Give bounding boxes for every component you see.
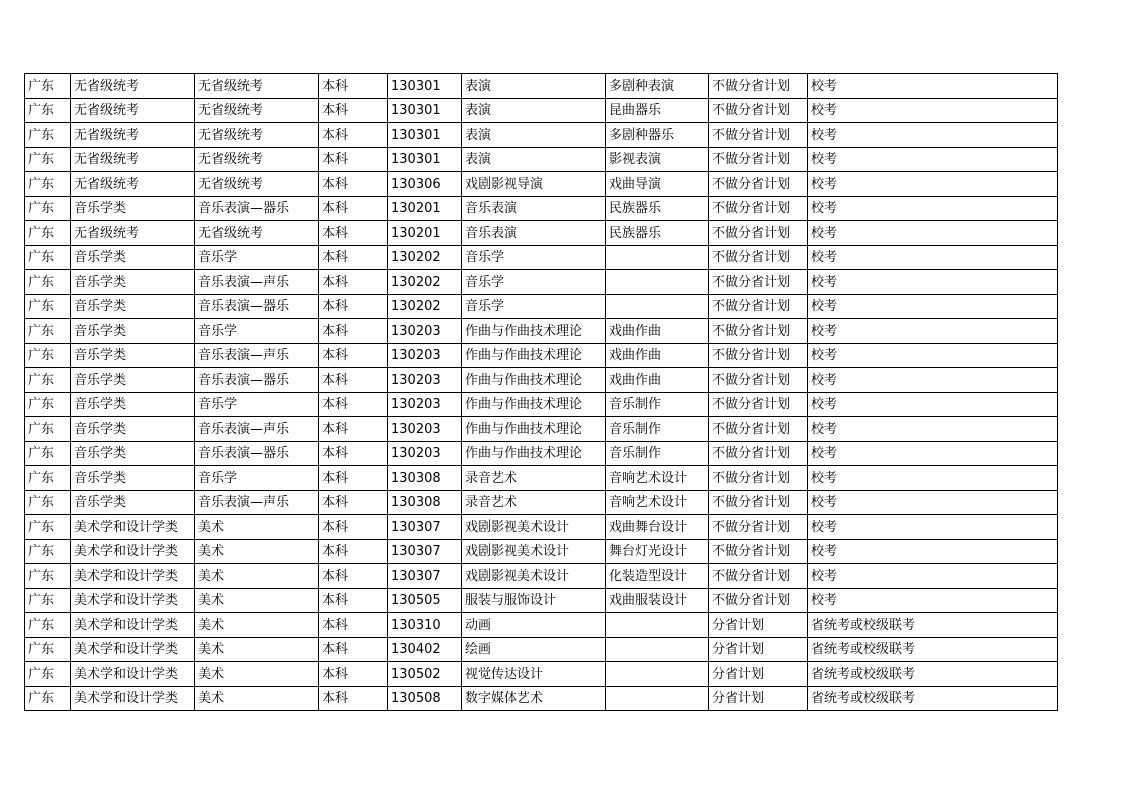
level-cell: 本科	[319, 441, 388, 466]
category-cell: 美术学和设计学类	[71, 515, 195, 540]
category-cell: 美术学和设计学类	[71, 539, 195, 564]
direction-cell: 戏曲导演	[606, 172, 709, 197]
admissions-table	[24, 73, 1058, 711]
major-code-cell: 130203	[388, 392, 462, 417]
level-cell: 本科	[319, 270, 388, 295]
table-row	[25, 637, 1058, 662]
major-code-cell: 130307	[388, 564, 462, 589]
province-cell: 广东	[25, 147, 71, 172]
plan-type-cell: 不做分省计划	[709, 539, 808, 564]
level-cell: 本科	[319, 74, 388, 99]
exam-subject-cell: 音乐表演—声乐	[195, 270, 319, 295]
table-row	[25, 343, 1058, 368]
plan-type-cell: 不做分省计划	[709, 245, 808, 270]
major-code-cell: 130502	[388, 662, 462, 687]
exam-subject-cell: 音乐学	[195, 245, 319, 270]
plan-type-cell: 不做分省计划	[709, 441, 808, 466]
plan-type-cell: 不做分省计划	[709, 294, 808, 319]
category-cell: 音乐学类	[71, 490, 195, 515]
category-cell: 美术学和设计学类	[71, 564, 195, 589]
table-row	[25, 98, 1058, 123]
exam-type-cell: 校考	[808, 319, 1058, 344]
level-cell: 本科	[319, 613, 388, 638]
major-code-cell: 130301	[388, 147, 462, 172]
exam-subject-cell: 无省级统考	[195, 221, 319, 246]
exam-type-cell: 校考	[808, 196, 1058, 221]
exam-type-cell: 校考	[808, 539, 1058, 564]
level-cell: 本科	[319, 343, 388, 368]
plan-type-cell: 不做分省计划	[709, 490, 808, 515]
direction-cell: 音响艺术设计	[606, 466, 709, 491]
category-cell: 音乐学类	[71, 466, 195, 491]
direction-cell: 戏曲服装设计	[606, 588, 709, 613]
exam-type-cell: 校考	[808, 515, 1058, 540]
direction-cell: 戏曲作曲	[606, 319, 709, 344]
major-name-cell: 作曲与作曲技术理论	[462, 343, 606, 368]
category-cell: 音乐学类	[71, 368, 195, 393]
plan-type-cell: 不做分省计划	[709, 319, 808, 344]
exam-type-cell: 校考	[808, 490, 1058, 515]
direction-cell: 戏曲作曲	[606, 368, 709, 393]
table-row	[25, 123, 1058, 148]
category-cell: 音乐学类	[71, 245, 195, 270]
major-code-cell: 130308	[388, 466, 462, 491]
category-cell: 美术学和设计学类	[71, 588, 195, 613]
province-cell: 广东	[25, 74, 71, 99]
province-cell: 广东	[25, 123, 71, 148]
level-cell: 本科	[319, 123, 388, 148]
direction-cell	[606, 637, 709, 662]
major-code-cell: 130505	[388, 588, 462, 613]
exam-type-cell: 校考	[808, 392, 1058, 417]
major-code-cell: 130203	[388, 417, 462, 442]
province-cell: 广东	[25, 441, 71, 466]
exam-subject-cell: 无省级统考	[195, 172, 319, 197]
level-cell: 本科	[319, 245, 388, 270]
major-name-cell: 作曲与作曲技术理论	[462, 368, 606, 393]
direction-cell	[606, 662, 709, 687]
plan-type-cell: 不做分省计划	[709, 270, 808, 295]
table-row	[25, 196, 1058, 221]
plan-type-cell: 不做分省计划	[709, 172, 808, 197]
province-cell: 广东	[25, 539, 71, 564]
major-name-cell: 绘画	[462, 637, 606, 662]
province-cell: 广东	[25, 172, 71, 197]
exam-type-cell: 校考	[808, 123, 1058, 148]
direction-cell	[606, 270, 709, 295]
plan-type-cell: 分省计划	[709, 637, 808, 662]
province-cell: 广东	[25, 613, 71, 638]
level-cell: 本科	[319, 368, 388, 393]
category-cell: 美术学和设计学类	[71, 637, 195, 662]
category-cell: 无省级统考	[71, 123, 195, 148]
table-row	[25, 392, 1058, 417]
plan-type-cell: 分省计划	[709, 613, 808, 638]
category-cell: 美术学和设计学类	[71, 662, 195, 687]
major-code-cell: 130306	[388, 172, 462, 197]
major-name-cell: 表演	[462, 147, 606, 172]
major-name-cell: 表演	[462, 74, 606, 99]
major-name-cell: 戏剧影视导演	[462, 172, 606, 197]
category-cell: 音乐学类	[71, 392, 195, 417]
table-row	[25, 539, 1058, 564]
province-cell: 广东	[25, 662, 71, 687]
major-name-cell: 录音艺术	[462, 490, 606, 515]
exam-subject-cell: 音乐学	[195, 466, 319, 491]
table-row	[25, 147, 1058, 172]
category-cell: 音乐学类	[71, 319, 195, 344]
plan-type-cell: 不做分省计划	[709, 417, 808, 442]
exam-subject-cell: 音乐学	[195, 392, 319, 417]
level-cell: 本科	[319, 515, 388, 540]
table-row	[25, 466, 1058, 491]
level-cell: 本科	[319, 588, 388, 613]
category-cell: 无省级统考	[71, 74, 195, 99]
plan-type-cell: 不做分省计划	[709, 123, 808, 148]
direction-cell: 影视表演	[606, 147, 709, 172]
direction-cell	[606, 686, 709, 711]
table-row	[25, 172, 1058, 197]
category-cell: 无省级统考	[71, 221, 195, 246]
plan-type-cell: 不做分省计划	[709, 74, 808, 99]
plan-type-cell: 不做分省计划	[709, 221, 808, 246]
exam-type-cell: 校考	[808, 172, 1058, 197]
level-cell: 本科	[319, 98, 388, 123]
exam-type-cell: 省统考或校级联考	[808, 613, 1058, 638]
exam-subject-cell: 美术	[195, 588, 319, 613]
exam-type-cell: 校考	[808, 98, 1058, 123]
plan-type-cell: 不做分省计划	[709, 196, 808, 221]
major-code-cell: 130202	[388, 245, 462, 270]
direction-cell	[606, 613, 709, 638]
major-name-cell: 作曲与作曲技术理论	[462, 319, 606, 344]
exam-type-cell: 校考	[808, 221, 1058, 246]
major-code-cell: 130202	[388, 270, 462, 295]
exam-type-cell: 校考	[808, 147, 1058, 172]
table-row	[25, 270, 1058, 295]
major-name-cell: 音乐学	[462, 270, 606, 295]
exam-type-cell: 省统考或校级联考	[808, 686, 1058, 711]
major-code-cell: 130201	[388, 196, 462, 221]
direction-cell: 音乐制作	[606, 417, 709, 442]
province-cell: 广东	[25, 196, 71, 221]
province-cell: 广东	[25, 245, 71, 270]
plan-type-cell: 不做分省计划	[709, 466, 808, 491]
direction-cell: 戏曲作曲	[606, 343, 709, 368]
exam-subject-cell: 无省级统考	[195, 74, 319, 99]
level-cell: 本科	[319, 417, 388, 442]
exam-type-cell: 校考	[808, 245, 1058, 270]
table-row	[25, 588, 1058, 613]
major-name-cell: 音乐学	[462, 245, 606, 270]
table-row	[25, 417, 1058, 442]
exam-subject-cell: 美术	[195, 637, 319, 662]
category-cell: 美术学和设计学类	[71, 686, 195, 711]
direction-cell: 民族器乐	[606, 196, 709, 221]
level-cell: 本科	[319, 147, 388, 172]
direction-cell: 多剧种表演	[606, 74, 709, 99]
exam-subject-cell: 美术	[195, 564, 319, 589]
major-code-cell: 130310	[388, 613, 462, 638]
plan-type-cell: 不做分省计划	[709, 368, 808, 393]
exam-subject-cell: 无省级统考	[195, 98, 319, 123]
major-code-cell: 130308	[388, 490, 462, 515]
exam-subject-cell: 美术	[195, 539, 319, 564]
plan-type-cell: 不做分省计划	[709, 147, 808, 172]
major-name-cell: 戏剧影视美术设计	[462, 515, 606, 540]
exam-subject-cell: 音乐表演—声乐	[195, 417, 319, 442]
direction-cell: 音响艺术设计	[606, 490, 709, 515]
table-row	[25, 564, 1058, 589]
exam-subject-cell: 无省级统考	[195, 123, 319, 148]
exam-subject-cell: 音乐学	[195, 319, 319, 344]
major-code-cell: 130202	[388, 294, 462, 319]
exam-type-cell: 校考	[808, 270, 1058, 295]
category-cell: 美术学和设计学类	[71, 613, 195, 638]
table-row	[25, 294, 1058, 319]
province-cell: 广东	[25, 417, 71, 442]
exam-type-cell: 校考	[808, 564, 1058, 589]
table-row	[25, 515, 1058, 540]
level-cell: 本科	[319, 466, 388, 491]
exam-type-cell: 省统考或校级联考	[808, 637, 1058, 662]
exam-subject-cell: 无省级统考	[195, 147, 319, 172]
direction-cell: 舞台灯光设计	[606, 539, 709, 564]
level-cell: 本科	[319, 539, 388, 564]
major-code-cell: 130402	[388, 637, 462, 662]
province-cell: 广东	[25, 686, 71, 711]
exam-subject-cell: 音乐表演—器乐	[195, 441, 319, 466]
table-row	[25, 662, 1058, 687]
major-code-cell: 130307	[388, 539, 462, 564]
province-cell: 广东	[25, 392, 71, 417]
level-cell: 本科	[319, 172, 388, 197]
exam-type-cell: 校考	[808, 588, 1058, 613]
major-code-cell: 130307	[388, 515, 462, 540]
table-row	[25, 221, 1058, 246]
table-row	[25, 368, 1058, 393]
major-name-cell: 戏剧影视美术设计	[462, 539, 606, 564]
level-cell: 本科	[319, 564, 388, 589]
exam-subject-cell: 音乐表演—声乐	[195, 343, 319, 368]
table-row	[25, 686, 1058, 711]
exam-subject-cell: 音乐表演—声乐	[195, 490, 319, 515]
exam-type-cell: 校考	[808, 343, 1058, 368]
exam-subject-cell: 美术	[195, 613, 319, 638]
exam-type-cell: 校考	[808, 294, 1058, 319]
province-cell: 广东	[25, 319, 71, 344]
plan-type-cell: 不做分省计划	[709, 515, 808, 540]
exam-type-cell: 校考	[808, 368, 1058, 393]
province-cell: 广东	[25, 515, 71, 540]
exam-subject-cell: 音乐表演—器乐	[195, 196, 319, 221]
major-name-cell: 录音艺术	[462, 466, 606, 491]
province-cell: 广东	[25, 588, 71, 613]
table-row	[25, 613, 1058, 638]
exam-subject-cell: 美术	[195, 686, 319, 711]
direction-cell: 音乐制作	[606, 392, 709, 417]
major-name-cell: 音乐表演	[462, 196, 606, 221]
major-code-cell: 130201	[388, 221, 462, 246]
major-name-cell: 作曲与作曲技术理论	[462, 441, 606, 466]
exam-type-cell: 校考	[808, 466, 1058, 491]
exam-type-cell: 校考	[808, 417, 1058, 442]
major-code-cell: 130203	[388, 441, 462, 466]
category-cell: 无省级统考	[71, 172, 195, 197]
category-cell: 音乐学类	[71, 343, 195, 368]
level-cell: 本科	[319, 196, 388, 221]
major-code-cell: 130301	[388, 74, 462, 99]
major-name-cell: 作曲与作曲技术理论	[462, 392, 606, 417]
plan-type-cell: 分省计划	[709, 662, 808, 687]
province-cell: 广东	[25, 490, 71, 515]
exam-type-cell: 省统考或校级联考	[808, 662, 1058, 687]
province-cell: 广东	[25, 466, 71, 491]
province-cell: 广东	[25, 564, 71, 589]
category-cell: 无省级统考	[71, 147, 195, 172]
major-name-cell: 戏剧影视美术设计	[462, 564, 606, 589]
exam-subject-cell: 音乐表演—器乐	[195, 368, 319, 393]
direction-cell: 戏曲舞台设计	[606, 515, 709, 540]
level-cell: 本科	[319, 637, 388, 662]
major-name-cell: 服装与服饰设计	[462, 588, 606, 613]
table-row	[25, 441, 1058, 466]
exam-subject-cell: 音乐表演—器乐	[195, 294, 319, 319]
province-cell: 广东	[25, 368, 71, 393]
level-cell: 本科	[319, 319, 388, 344]
province-cell: 广东	[25, 294, 71, 319]
level-cell: 本科	[319, 221, 388, 246]
category-cell: 音乐学类	[71, 196, 195, 221]
plan-type-cell: 分省计划	[709, 686, 808, 711]
province-cell: 广东	[25, 637, 71, 662]
province-cell: 广东	[25, 221, 71, 246]
major-code-cell: 130203	[388, 368, 462, 393]
table-body	[25, 74, 1058, 711]
table-row	[25, 74, 1058, 99]
table-row	[25, 490, 1058, 515]
direction-cell	[606, 294, 709, 319]
province-cell: 广东	[25, 98, 71, 123]
exam-subject-cell: 美术	[195, 662, 319, 687]
level-cell: 本科	[319, 392, 388, 417]
major-code-cell: 130203	[388, 343, 462, 368]
province-cell: 广东	[25, 343, 71, 368]
plan-type-cell: 不做分省计划	[709, 392, 808, 417]
plan-type-cell: 不做分省计划	[709, 343, 808, 368]
major-code-cell: 130203	[388, 319, 462, 344]
category-cell: 音乐学类	[71, 294, 195, 319]
major-name-cell: 表演	[462, 98, 606, 123]
level-cell: 本科	[319, 490, 388, 515]
direction-cell: 昆曲器乐	[606, 98, 709, 123]
major-code-cell: 130301	[388, 123, 462, 148]
direction-cell: 化装造型设计	[606, 564, 709, 589]
major-code-cell: 130301	[388, 98, 462, 123]
category-cell: 音乐学类	[71, 417, 195, 442]
exam-subject-cell: 美术	[195, 515, 319, 540]
direction-cell	[606, 245, 709, 270]
major-name-cell: 数字媒体艺术	[462, 686, 606, 711]
level-cell: 本科	[319, 686, 388, 711]
category-cell: 无省级统考	[71, 98, 195, 123]
category-cell: 音乐学类	[71, 441, 195, 466]
plan-type-cell: 不做分省计划	[709, 588, 808, 613]
province-cell: 广东	[25, 270, 71, 295]
plan-type-cell: 不做分省计划	[709, 564, 808, 589]
category-cell: 音乐学类	[71, 270, 195, 295]
plan-type-cell: 不做分省计划	[709, 98, 808, 123]
major-code-cell: 130508	[388, 686, 462, 711]
level-cell: 本科	[319, 294, 388, 319]
major-name-cell: 表演	[462, 123, 606, 148]
exam-type-cell: 校考	[808, 441, 1058, 466]
major-name-cell: 作曲与作曲技术理论	[462, 417, 606, 442]
table-row	[25, 245, 1058, 270]
level-cell: 本科	[319, 662, 388, 687]
major-name-cell: 音乐表演	[462, 221, 606, 246]
direction-cell: 音乐制作	[606, 441, 709, 466]
major-name-cell: 动画	[462, 613, 606, 638]
direction-cell: 多剧种器乐	[606, 123, 709, 148]
direction-cell: 民族器乐	[606, 221, 709, 246]
major-name-cell: 音乐学	[462, 294, 606, 319]
table-row	[25, 319, 1058, 344]
major-name-cell: 视觉传达设计	[462, 662, 606, 687]
exam-type-cell: 校考	[808, 74, 1058, 99]
